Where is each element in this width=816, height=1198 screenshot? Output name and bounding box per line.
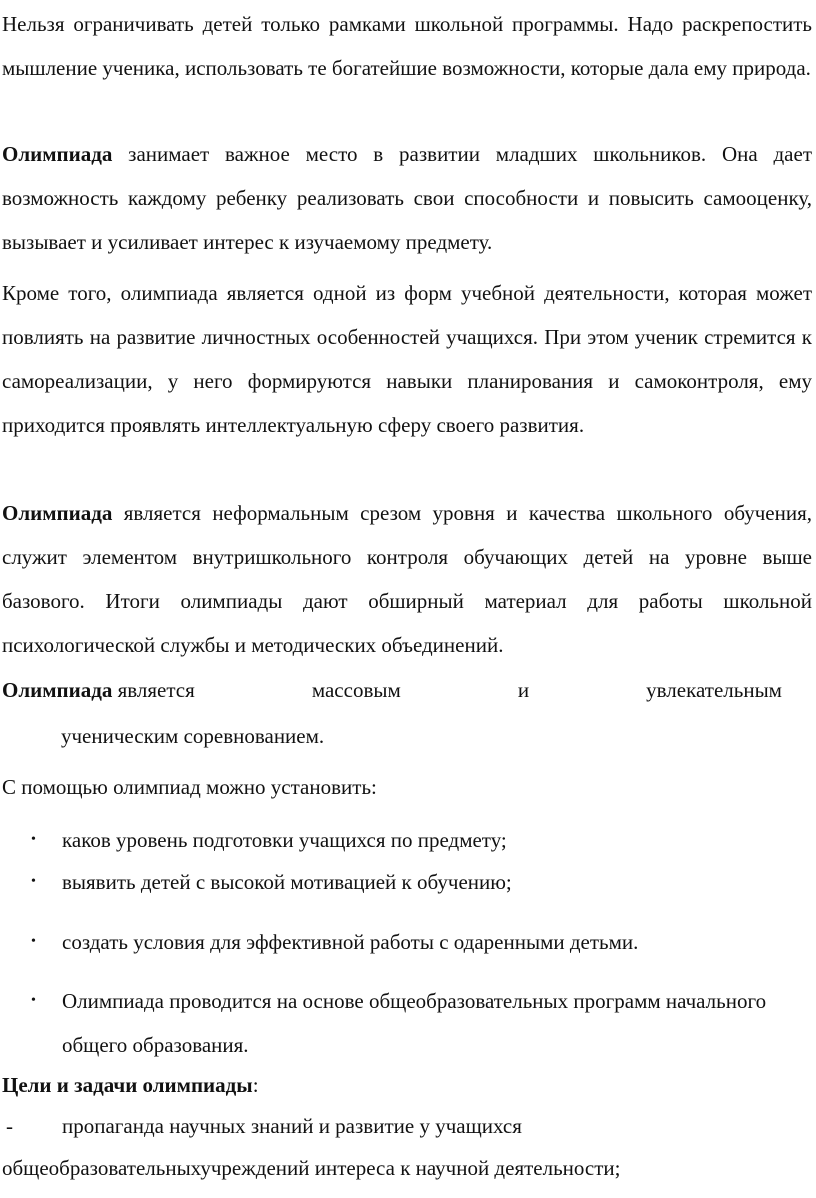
goals-item-text: пропаганда научных знаний и развитие у учащихся [62,1114,522,1138]
list-item-text: создать условия для эффективной работы с одаренными детьми. [62,930,639,954]
word: увлекательным [646,678,782,702]
paragraph-olympiad-competition-line2: ученическим соревнованием. [61,724,325,748]
bullet-icon: • [31,993,36,1008]
phrase-start [2,668,195,712]
word: массовым [311,678,401,702]
paragraph-text: занимает важное место в развитии младших школьников. Она дает возможность каждому ребенку реализовать свои способности и повысить самооценку, вызывает и усиливает интерес к изучаемому предмету. [2,142,812,254]
word: является [117,678,195,702]
list-item-text: Олимпиада проводится на основе общеобразовательных программ начального общего образования. [62,989,767,1057]
bullet-icon: • [31,874,36,889]
paragraph-olympiad-role [2,132,812,264]
paragraph-intro: Нельзя ограничивать детей только рамками школьной программы. Надо раскрепостить мышление ученика, использовать те богатейшие возможности, которые дала ему природа. [2,12,812,80]
olympiad-term: Олимпиада [2,678,113,702]
word: и [517,678,530,702]
goals-heading-colon: : [252,1073,259,1097]
paragraph-olympiad-competition-line1 [2,668,812,712]
list-item-text: каков уровень подготовки учащихся по предмету; [62,828,507,852]
olympiad-term: Олимпиада [2,501,113,525]
list-item-text: выявить детей с высокой мотивацией к обучению; [62,870,512,894]
olympiad-term: Олимпиада [2,142,113,166]
dash-marker: - [6,1114,13,1138]
goals-heading-text: Цели и задачи олимпиады [2,1073,253,1097]
bullet-icon: • [31,832,36,847]
goals-heading [2,1067,259,1103]
paragraph-text: является неформальным срезом уровня и качества школьного обучения, служит элементом внутришкольного контроля обучающих детей на уровне выше базового. Итоги олимпиады дают обширный материал для работы школьной психологической службы и методических объединений. [2,501,812,657]
paragraph-olympiad-slice [2,491,812,667]
paragraph-olympiad-form: Кроме того, олимпиада является одной из форм учебной деятельности, которая может повлиять на развитие личностных особенностей учащихся. При этом ученик стремится к самореализации, у него формируются навыки планирования и самоконтроля, ему приходится проявлять интеллектуальную сферу своего развития. [2,281,812,437]
paragraph-list-intro: С помощью олимпиад можно установить: [2,775,377,799]
bullet-icon: • [31,934,36,949]
goals-item-continuation: общеобразовательныхучреждений интереса к научной деятельности; [2,1156,621,1180]
